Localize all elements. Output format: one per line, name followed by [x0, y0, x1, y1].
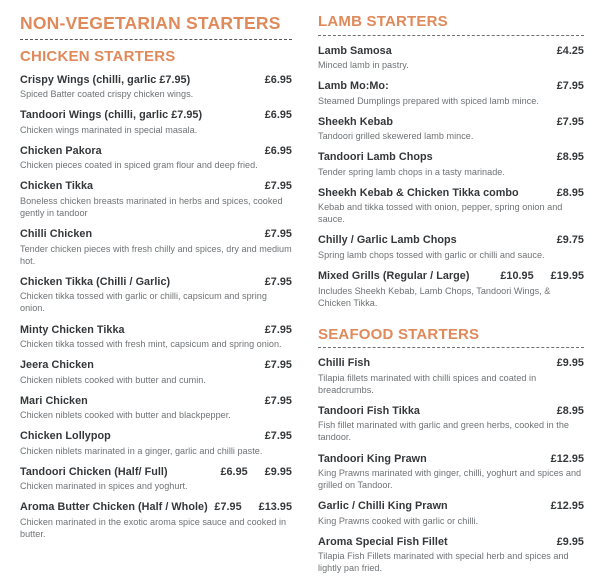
menu-item-price-group	[265, 145, 292, 157]
menu-item	[318, 357, 584, 396]
menu-item-name: Chicken Tikka	[20, 180, 94, 193]
menu-item-description: Tender spring lamb chops in a tasty marinade.	[318, 166, 505, 177]
menu-item-description: Spring lamb chops tossed with garlic or chilli and sauce.	[318, 249, 545, 260]
menu-item-description: Chicken niblets marinated in a ginger, garlic and chilli paste.	[20, 445, 263, 456]
menu-item-head	[318, 187, 584, 200]
menu-item-price: £7.95	[264, 180, 292, 193]
menu-item-head	[318, 270, 584, 283]
menu-item-price-group	[557, 405, 584, 417]
menu-item-head	[20, 276, 292, 289]
menu-item	[318, 500, 584, 527]
menu-item-price-group	[214, 501, 292, 513]
menu-item	[20, 276, 292, 315]
menu-item-name: Mixed Grills (Regular / Large)	[318, 270, 470, 283]
menu-item-price: £8.95	[556, 404, 584, 417]
chicken-starters-list	[20, 74, 292, 540]
menu-item-price-group	[557, 45, 584, 57]
menu-item-price: £7.95	[264, 359, 292, 372]
menu-item	[318, 187, 584, 226]
menu-item-head	[20, 180, 292, 193]
menu-item-description: Tandoori grilled skewered lamb mince.	[318, 131, 474, 142]
menu-item-head	[20, 109, 292, 122]
menu-item-price: £7.95	[264, 275, 292, 288]
menu-item-price-group	[557, 116, 584, 128]
menu-item-price-group	[265, 276, 292, 288]
right-sections	[318, 14, 584, 575]
menu-item-price: £9.75	[556, 234, 584, 247]
menu-item-head	[318, 234, 584, 247]
page-title: NON-VEGETARIAN STARTERS	[20, 13, 281, 33]
menu-item-head	[318, 116, 584, 129]
menu-item-price-group	[500, 270, 584, 282]
menu-item-price: £12.95	[550, 500, 584, 513]
menu-item-head	[20, 145, 292, 158]
menu-item-description: Spiced Batter coated crispy chicken wings.	[20, 89, 194, 100]
menu-item-name: Jeera Chicken	[20, 359, 94, 372]
menu-item-description: Chicken wings marinated in special masala.	[20, 124, 198, 135]
section-title-lamb-starters: LAMB STARTERS	[318, 13, 448, 30]
menu-item-name: Chicken Tikka (Chilli / Garlic)	[20, 275, 171, 288]
menu-item-price: £9.95	[556, 357, 584, 370]
menu-item-price-group	[557, 536, 584, 548]
menu-item-head	[318, 536, 584, 549]
menu-item-price: £12.95	[550, 452, 584, 465]
menu-item-name: Tandoori Chicken (Half/ Full)	[20, 465, 168, 478]
menu-item-description: King Prawns marinated with ginger, chilli, yoghurt and spices and grilled on Tandoor.	[318, 468, 582, 491]
title-divider	[20, 39, 292, 40]
menu-item-name: Aroma Special Fish Fillet	[318, 535, 448, 548]
menu-item-head	[318, 405, 584, 418]
menu-item	[318, 453, 584, 492]
menu-item-price: £7.95	[556, 80, 584, 93]
menu-item-description: Chicken tikka tossed with fresh mint, capsicum and spring onion.	[20, 338, 282, 349]
section-divider	[318, 35, 584, 36]
menu-item-name: Chicken Lollypop	[20, 430, 111, 443]
menu-item-description: Chicken marinated in spices and yoghurt.	[20, 481, 188, 492]
menu-item-description: Chicken marinated in the exotic aroma spice sauce and cooked in butter.	[20, 516, 287, 539]
menu-item-price-group	[557, 80, 584, 92]
menu-item	[20, 359, 292, 386]
menu-item-head	[20, 395, 292, 408]
menu-item-price-group	[557, 187, 584, 199]
menu-item	[318, 270, 584, 309]
menu-item-name: Chilly / Garlic Lamb Chops	[318, 234, 457, 247]
menu-item-price: £8.95	[556, 151, 584, 164]
menu-item-description: Tilapia Fish Fillets marinated with special herb and spices and lightly pan fried.	[318, 551, 569, 574]
menu-item-name: Tandoori Wings (chilli, garlic £7.95)	[20, 109, 203, 122]
menu-item-name: Tandoori Fish Tikka	[318, 404, 420, 417]
menu-item-name: Chilli Chicken	[20, 228, 93, 241]
menu-item-description: King Prawns cooked with garlic or chilli.	[318, 515, 479, 526]
menu-item-price-secondary: £13.95	[258, 501, 292, 514]
menu-item	[20, 324, 292, 351]
menu-item-price: £6.95	[264, 109, 292, 122]
menu-item-name: Chicken Pakora	[20, 144, 102, 157]
menu-item-price-group	[557, 357, 584, 369]
menu-item-description: Kebab and tikka tossed with onion, pepper, spring onion and sauce.	[318, 202, 563, 225]
menu-item-price-group	[557, 151, 584, 163]
menu-item	[20, 395, 292, 422]
menu-item-price-group	[551, 500, 584, 512]
menu-item-head	[318, 45, 584, 58]
menu-item-price-group	[265, 109, 292, 121]
menu-item-head	[20, 466, 292, 479]
menu-item	[318, 405, 584, 444]
menu-item-name: Lamb Samosa	[318, 44, 392, 57]
menu-item	[20, 430, 292, 457]
menu-item-price-group	[265, 359, 292, 371]
menu-item	[20, 74, 292, 101]
menu-item-description: Chicken pieces coated in spiced gram flour and deep fried.	[20, 160, 258, 171]
menu-item	[318, 45, 584, 72]
menu-item-price-group	[551, 453, 584, 465]
menu-item-price-secondary: £9.95	[264, 465, 292, 478]
menu-item-head	[20, 228, 292, 241]
menu-item-head	[20, 501, 292, 514]
menu-item-price-group	[220, 466, 292, 478]
right-column	[302, 14, 584, 584]
menu-item-description: Chicken niblets cooked with butter and blackpepper.	[20, 410, 231, 421]
menu-item	[20, 466, 292, 493]
menu-item-name: Mari Chicken	[20, 394, 88, 407]
menu-item-price-group	[265, 74, 292, 86]
section-divider	[318, 347, 584, 348]
menu-item-price-group	[265, 395, 292, 407]
section-title-chicken-starters: CHICKEN STARTERS	[20, 48, 176, 66]
menu-item-price-group	[265, 228, 292, 240]
menu-item-price: £7.95	[264, 394, 292, 407]
menu-item-price-secondary: £19.95	[550, 270, 584, 283]
menu-item-name: Garlic / Chilli King Prawn	[318, 500, 448, 513]
menu-item-head	[318, 357, 584, 370]
menu-item-head	[20, 359, 292, 372]
menu-item-price: £9.95	[556, 535, 584, 548]
menu-item-price: £7.95	[556, 115, 584, 128]
menu-item-name: Tandoori Lamb Chops	[318, 151, 433, 164]
menu-item-description: Chicken tikka tossed with garlic or chilli, capsicum and spring onion.	[20, 291, 267, 314]
menu-item-description: Minced lamb in pastry.	[318, 59, 409, 70]
menu-item-name: Sheekh Kebab & Chicken Tikka combo	[318, 186, 519, 199]
menu-item-price: £4.25	[556, 44, 584, 57]
menu-item-price: £6.95	[264, 73, 292, 86]
menu-item	[318, 536, 584, 575]
left-column	[20, 14, 302, 549]
menu-item-name: Tandoori King Prawn	[318, 452, 427, 465]
menu-item-description: Chicken niblets cooked with butter and cumin.	[20, 374, 206, 385]
menu-item-price-group	[265, 430, 292, 442]
menu-item-price: £7.95	[214, 501, 242, 514]
menu-item-head	[318, 453, 584, 466]
menu-item-price-group	[557, 234, 584, 246]
menu-item-description: Tender chicken pieces with fresh chilly and spices, dry and medium hot.	[20, 243, 292, 266]
menu-item	[318, 80, 584, 107]
menu-item-name: Sheekh Kebab	[318, 115, 394, 128]
menu-item-price: £7.95	[264, 228, 292, 241]
menu-item-price: £8.95	[556, 186, 584, 199]
section-title-seafood-starters: SEAFOOD STARTERS	[318, 325, 480, 343]
menu-item-head	[318, 500, 584, 513]
menu-item-price: £10.95	[500, 270, 534, 283]
menu-item	[20, 228, 292, 267]
menu-item-name: Minty Chicken Tikka	[20, 323, 125, 336]
menu-item-price: £7.95	[264, 430, 292, 443]
menu-item-description: Boneless chicken breasts marinated in herbs and spices, cooked gently in tandoor	[20, 195, 283, 219]
menu-item	[20, 501, 292, 540]
menu-item-head	[20, 430, 292, 443]
menu-item-description: Includes Sheekh Kebab, Lamb Chops, Tandoori Wings, & Chicken Tikka.	[318, 285, 551, 308]
menu-item-head	[20, 324, 292, 337]
menu-item-price-group	[265, 324, 292, 336]
menu-item-description: Fish fillet marinated with garlic and green herbs, cooked in the tandoor.	[318, 420, 569, 443]
menu-item-price: £7.95	[264, 323, 292, 336]
menu-item-name: Chilli Fish	[318, 357, 371, 370]
menu-item-price: £6.95	[264, 144, 292, 157]
menu-item	[318, 116, 584, 143]
menu-item	[20, 180, 292, 219]
menu-item-description: Tilapia fillets marinated with chilli spices and coated in breadcrumbs.	[318, 372, 537, 395]
menu-item-price: £6.95	[220, 465, 248, 478]
menu-item	[20, 109, 292, 136]
menu-item	[318, 151, 584, 178]
menu-item	[20, 145, 292, 172]
menu-item-head	[318, 151, 584, 164]
menu-item-name: Lamb Mo:Mo:	[318, 80, 389, 93]
menu-item-name: Aroma Butter Chicken (Half / Whole)	[20, 501, 208, 514]
menu-item-description: Steamed Dumplings prepared with spiced lamb mince.	[318, 95, 539, 106]
menu-item-head	[318, 80, 584, 93]
menu-item-head	[20, 74, 292, 87]
menu-item-price-group	[265, 180, 292, 192]
menu-item	[318, 234, 584, 261]
menu-item-name: Crispy Wings (chilli, garlic £7.95)	[20, 73, 191, 86]
